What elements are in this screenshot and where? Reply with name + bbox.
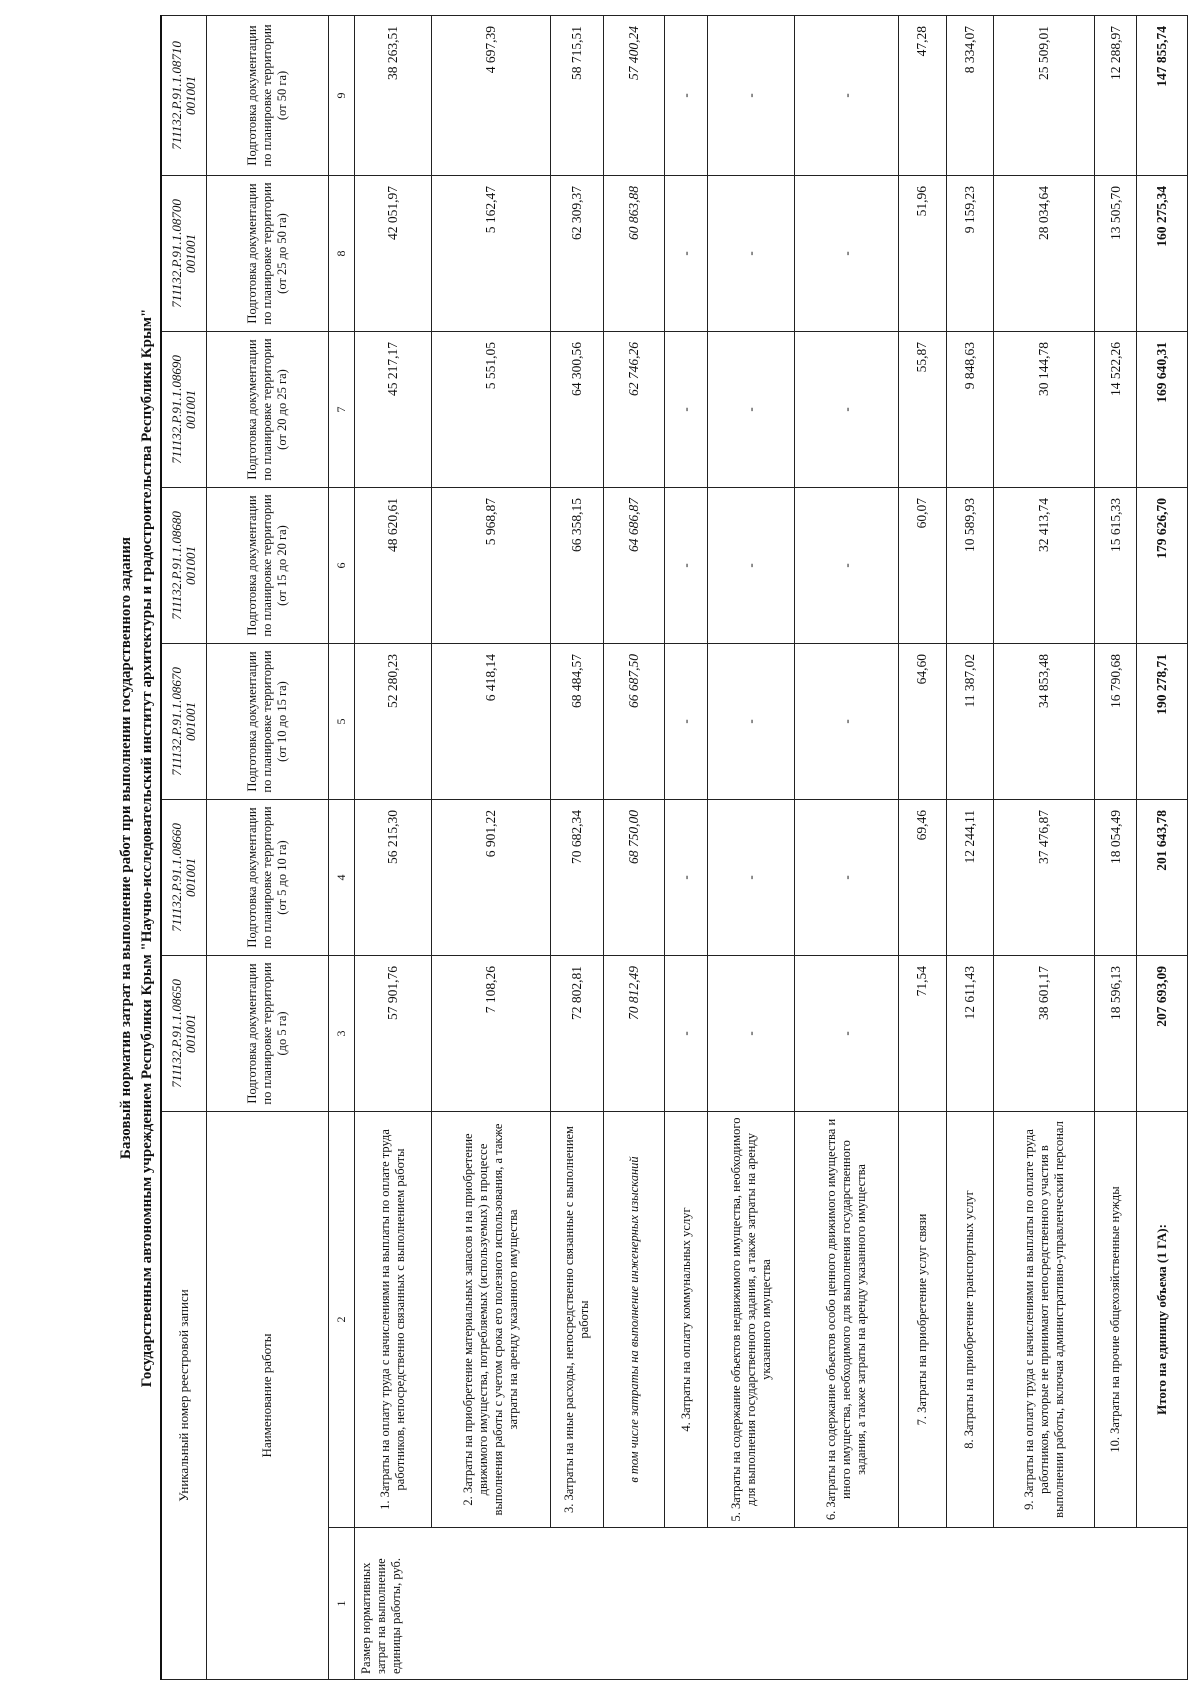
col-code: 711132.Р.91.1.08710 001001 bbox=[161, 15, 206, 175]
registry-label: Уникальный номер реестровой записи bbox=[161, 1111, 206, 1679]
col-number: 7 bbox=[328, 331, 355, 487]
cost-value: 34 853,48 bbox=[994, 643, 1095, 799]
side-label: Размер нормативных затрат на выполнение единицы работы, руб. bbox=[355, 1528, 1188, 1680]
row-label: 4. Затраты на оплату коммунальных услуг bbox=[665, 1111, 707, 1527]
col-name: Подготовка документации по планировке территории (от 15 до 20 га) bbox=[206, 487, 328, 643]
cost-value: 45 217,17 bbox=[355, 331, 432, 487]
cost-value: 38 601,17 bbox=[994, 955, 1095, 1111]
cost-value: 11 387,02 bbox=[946, 643, 994, 799]
col-number: 3 bbox=[328, 955, 355, 1111]
total-value: 190 278,71 bbox=[1137, 643, 1188, 799]
col-number: 8 bbox=[328, 175, 355, 331]
cost-value: - bbox=[665, 643, 707, 799]
row-label: 1. Затраты на оплату труда с начислениями на выплаты по оплате труда работников, непосредственно связанных с выполнением работы bbox=[355, 1111, 432, 1527]
cost-value: 32 413,74 bbox=[994, 487, 1095, 643]
col-name: Подготовка документации по планировке территории (от 50 га) bbox=[206, 15, 328, 175]
cost-value: 64,60 bbox=[898, 643, 946, 799]
cost-value: 8 334,07 bbox=[946, 15, 994, 175]
cost-value: - bbox=[795, 331, 898, 487]
cost-value: 60 863,88 bbox=[604, 175, 665, 331]
cost-value: 12 288,97 bbox=[1095, 15, 1137, 175]
cost-value: 71,54 bbox=[898, 955, 946, 1111]
cost-value: 9 159,23 bbox=[946, 175, 994, 331]
cost-value: 47,28 bbox=[898, 15, 946, 175]
cost-value: 18 596,13 bbox=[1095, 955, 1137, 1111]
cost-value: - bbox=[665, 955, 707, 1111]
cost-value: - bbox=[665, 175, 707, 331]
cost-value: 60,07 bbox=[898, 487, 946, 643]
col-name: Подготовка документации по планировке территории (от 20 до 25 га) bbox=[206, 331, 328, 487]
cost-value: 4 697,39 bbox=[432, 15, 551, 175]
col-number: 9 bbox=[328, 15, 355, 175]
cost-norm-table bbox=[160, 15, 1188, 1680]
cost-value: - bbox=[665, 487, 707, 643]
cost-value: 66 358,15 bbox=[551, 487, 604, 643]
total-value: 147 855,74 bbox=[1137, 15, 1188, 175]
col-name: Подготовка документации по планировке территории (от 5 до 10 га) bbox=[206, 799, 328, 955]
cost-value: 64 300,56 bbox=[551, 331, 604, 487]
cost-row bbox=[795, 15, 898, 1679]
cost-value: - bbox=[707, 175, 795, 331]
cost-value: - bbox=[795, 15, 898, 175]
cost-value: 28 034,64 bbox=[994, 175, 1095, 331]
work-name-label: Наименование работы bbox=[206, 1111, 328, 1679]
total-value: 201 643,78 bbox=[1137, 799, 1188, 955]
cost-value: - bbox=[795, 643, 898, 799]
cost-value: - bbox=[707, 487, 795, 643]
cost-value: 5 551,05 bbox=[432, 331, 551, 487]
name-row bbox=[206, 15, 328, 1679]
row-label: 8. Затраты на приобретение транспортных услуг bbox=[946, 1111, 994, 1527]
col-code: 711132.Р.91.1.08670 001001 bbox=[161, 643, 206, 799]
cost-value: 16 790,68 bbox=[1095, 643, 1137, 799]
row-label: 7. Затраты на приобретение услуг связи bbox=[898, 1111, 946, 1527]
col-name: Подготовка документации по планировке территории (от 10 до 15 га) bbox=[206, 643, 328, 799]
col-code: 711132.Р.91.1.08690 001001 bbox=[161, 331, 206, 487]
cost-value: 70 812,49 bbox=[604, 955, 665, 1111]
cost-value: 52 280,23 bbox=[355, 643, 432, 799]
cost-value: 51,96 bbox=[898, 175, 946, 331]
cost-value: 70 682,34 bbox=[551, 799, 604, 955]
cost-value: 38 263,51 bbox=[355, 15, 432, 175]
cost-value: 62 746,26 bbox=[604, 331, 665, 487]
col-number: 1 bbox=[328, 1528, 355, 1680]
col-number: 6 bbox=[328, 487, 355, 643]
cost-value: 57 901,76 bbox=[355, 955, 432, 1111]
col-code: 711132.Р.91.1.08660 001001 bbox=[161, 799, 206, 955]
row-label: 10. Затраты на прочие общехозяйственные нужды bbox=[1095, 1111, 1137, 1527]
document-subtitle: Государственным автономным учреждением Республики Крым "Научно-исследовательский институт архитектуры и градостроительства Республики Крым" bbox=[139, 308, 155, 1388]
code-row bbox=[161, 15, 206, 1679]
cost-value: 37 476,87 bbox=[994, 799, 1095, 955]
total-value: 169 640,31 bbox=[1137, 331, 1188, 487]
cost-value: 15 615,33 bbox=[1095, 487, 1137, 643]
cost-value: - bbox=[707, 643, 795, 799]
col-number: 5 bbox=[328, 643, 355, 799]
cost-value: 6 418,14 bbox=[432, 643, 551, 799]
col-number: 4 bbox=[328, 799, 355, 955]
row-label: 2. Затраты на приобретение материальных запасов и на приобретение движимого имущества, потребляемых (используемых) в процессе выполнения работы с учетом срока его полезного использования, а также затраты на аренду указанного имущества bbox=[432, 1111, 551, 1527]
cost-value: 72 802,81 bbox=[551, 955, 604, 1111]
cost-row bbox=[994, 15, 1095, 1679]
total-value: 207 693,09 bbox=[1137, 955, 1188, 1111]
cost-row bbox=[604, 15, 665, 1679]
row-label: 3. Затраты на иные расходы, непосредственно связанные с выполнением работы bbox=[551, 1111, 604, 1527]
row-label: 9. Затраты на оплату труда с начислениями на выплаты по оплате труда работников, которые не принимают непосредственного участия в выполнении работы, включая административно-управленческий персонал bbox=[994, 1111, 1095, 1527]
col-name: Подготовка документации по планировке территории (до 5 га) bbox=[206, 955, 328, 1111]
cost-value: 48 620,61 bbox=[355, 487, 432, 643]
cost-value: 12 244,11 bbox=[946, 799, 994, 955]
cost-value: 14 522,26 bbox=[1095, 331, 1137, 487]
cost-value: - bbox=[707, 15, 795, 175]
cost-value: 9 848,63 bbox=[946, 331, 994, 487]
col-code: 711132.Р.91.1.08700 001001 bbox=[161, 175, 206, 331]
cost-row bbox=[898, 15, 946, 1679]
cost-value: 7 108,26 bbox=[432, 955, 551, 1111]
document-title: Базовый норматив затрат на выполнение работ при выполнении государственного задания bbox=[118, 536, 134, 1160]
cost-value: 10 589,93 bbox=[946, 487, 994, 643]
total-row bbox=[1137, 15, 1188, 1679]
cost-value: - bbox=[665, 799, 707, 955]
column-number-row bbox=[328, 15, 355, 1679]
cost-row bbox=[432, 15, 551, 1679]
cost-value: 69,46 bbox=[898, 799, 946, 955]
cost-value: 56 215,30 bbox=[355, 799, 432, 955]
col-code: 711132.Р.91.1.08650 001001 bbox=[161, 955, 206, 1111]
cost-value: - bbox=[795, 955, 898, 1111]
cost-value: 57 400,24 bbox=[604, 15, 665, 175]
cost-value: 5 968,87 bbox=[432, 487, 551, 643]
cost-row bbox=[665, 15, 707, 1679]
cost-value: 6 901,22 bbox=[432, 799, 551, 955]
cost-value: - bbox=[795, 799, 898, 955]
cost-value: 5 162,47 bbox=[432, 175, 551, 331]
cost-value: 42 051,97 bbox=[355, 175, 432, 331]
cost-value: - bbox=[665, 15, 707, 175]
cost-row bbox=[707, 15, 795, 1679]
cost-value: 13 505,70 bbox=[1095, 175, 1137, 331]
total-value: 160 275,34 bbox=[1137, 175, 1188, 331]
cost-value: 68 484,57 bbox=[551, 643, 604, 799]
cost-value: - bbox=[707, 331, 795, 487]
cost-value: - bbox=[707, 955, 795, 1111]
cost-value: - bbox=[795, 175, 898, 331]
cost-value: 18 054,49 bbox=[1095, 799, 1137, 955]
cost-row bbox=[355, 15, 432, 1679]
cost-value: 64 686,87 bbox=[604, 487, 665, 643]
cost-value: 66 687,50 bbox=[604, 643, 665, 799]
cost-value: - bbox=[665, 331, 707, 487]
cost-row bbox=[551, 15, 604, 1679]
cost-row bbox=[946, 15, 994, 1679]
cost-value: 12 611,43 bbox=[946, 955, 994, 1111]
total-label: Итого на единицу объема (1 ГА): bbox=[1137, 1111, 1188, 1527]
cost-value: 58 715,51 bbox=[551, 15, 604, 175]
col-number: 2 bbox=[328, 1111, 355, 1527]
row-label: 5. Затраты на содержание объектов недвижимого имущества, необходимого для выполнения государственного задания, а также затраты на аренду указанного имущества bbox=[707, 1111, 795, 1527]
col-name: Подготовка документации по планировке территории (от 25 до 50 га) bbox=[206, 175, 328, 331]
row-label: 6. Затраты на содержание объектов особо ценного движимого имущества и иного имущества, необходимого для выполнения государственного задания, а также затраты на аренду указанного имущества bbox=[795, 1111, 898, 1527]
cost-value: 30 144,78 bbox=[994, 331, 1095, 487]
cost-value: - bbox=[707, 799, 795, 955]
col-code: 711132.Р.91.1.08680 001001 bbox=[161, 487, 206, 643]
row-label: в том числе затраты на выполнение инженерных изысканий bbox=[604, 1111, 665, 1527]
cost-value: 62 309,37 bbox=[551, 175, 604, 331]
cost-value: 55,87 bbox=[898, 331, 946, 487]
cost-row bbox=[1095, 15, 1137, 1679]
total-value: 179 626,70 bbox=[1137, 487, 1188, 643]
cost-value: 68 750,00 bbox=[604, 799, 665, 955]
cost-value: 25 509,01 bbox=[994, 15, 1095, 175]
cost-value: - bbox=[795, 487, 898, 643]
